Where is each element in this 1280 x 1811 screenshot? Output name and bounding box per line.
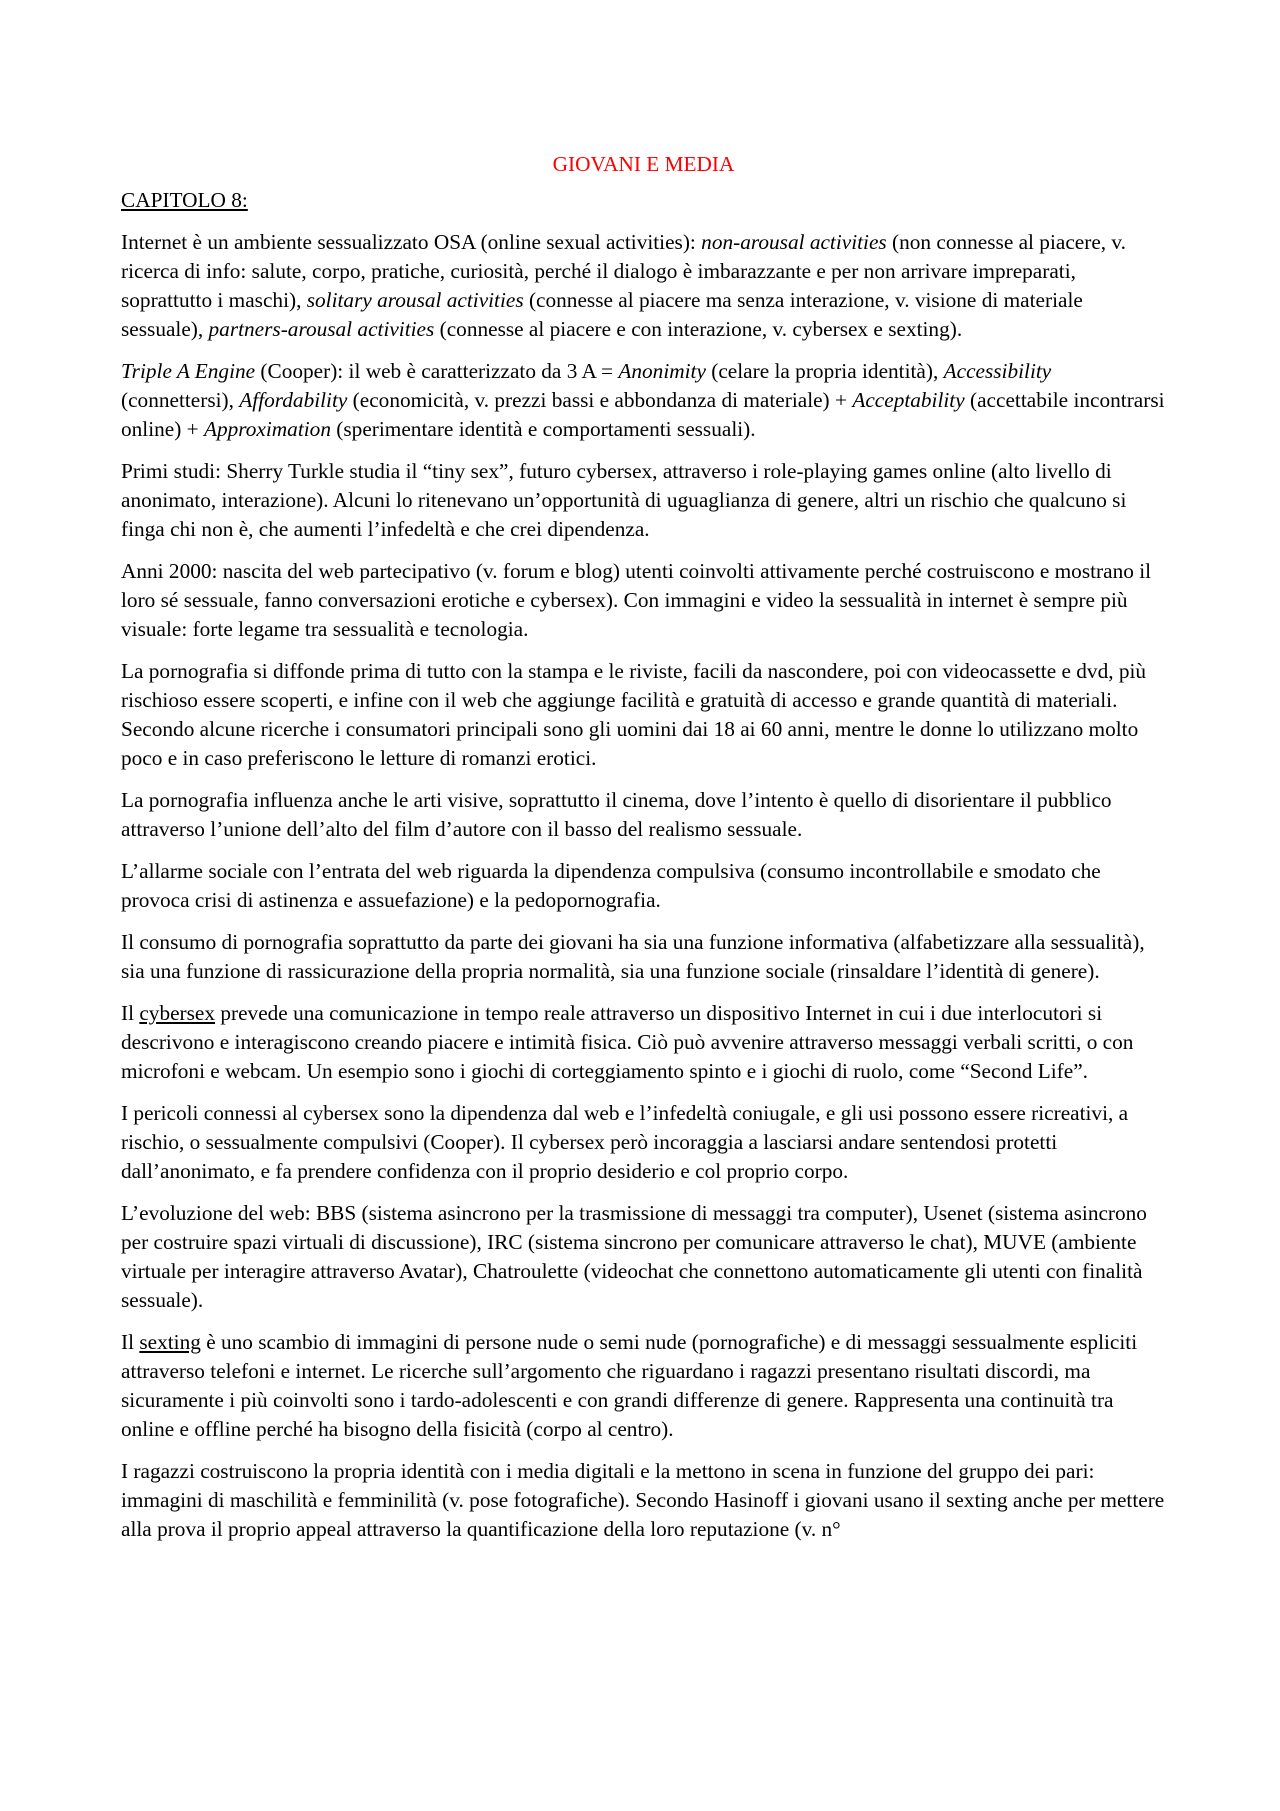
text-run: (celare la propria identità),	[705, 359, 944, 383]
paragraph-identita-ragazzi: I ragazzi costruiscono la propria identità con i media digitali e la mettono in scena in funzione del gruppo dei pari: immagini di maschilità e femminilità (v. pose fotografiche). Secondo Hasinoff i giovani usano il sexting anche per mettere alla prova il proprio appeal attraverso la quantificazione della loro reputazione (v. n°	[121, 1459, 1165, 1541]
paragraph-osa	[121, 228, 1166, 344]
term-underlined: sexting	[139, 1330, 201, 1354]
paragraph-evoluzione-web: L’evoluzione del web: BBS (sistema asincrono per la trasmissione di messaggi tra computer), Usenet (sistema asincrono per costruire spazi virtuali di discussione), IRC (sistema sincrono per comunicare attraverso le chat), MUVE (ambiente virtuale per interagire attraverso Avatar), Chatroulette (videochat che connettono automaticamente gli utenti con finalità sessuale).	[121, 1201, 1147, 1312]
text-run: (connettersi),	[121, 388, 240, 412]
text-run: (accettabile incontrarsi online) +	[121, 388, 1165, 441]
paragraph-primi-studi: Primi studi: Sherry Turkle studia il “tiny sex”, futuro cybersex, attraverso i role-playing games online (alto livello di anonimato, interazione). Alcuni lo ritenevano un’opportunità di uguaglianza di genere, altri un rischio che qualcuno si finga chi non è, che aumenti l’infedeltà e che crei dipendenza.	[121, 459, 1127, 541]
term-italic: Acceptability	[852, 388, 965, 412]
term-underlined: cybersex	[139, 1001, 216, 1025]
text-run: (connesse al piacere ma senza interazione, v. visione di materiale sessuale),	[121, 288, 1083, 341]
text-run: (non connesse al piacere, v. ricerca di info: salute, corpo, pratiche, curiosità, perché il dialogo è imbarazzante e per non arrivare impreparati, soprattutto i maschi),	[121, 230, 1127, 312]
chapter-heading: CAPITOLO 8:	[121, 188, 248, 212]
term-italic: Accessibility	[943, 359, 1052, 383]
paragraph-pericoli-cybersex: I pericoli connessi al cybersex sono la dipendenza dal web e l’infedeltà coniugale, e gli usi possono essere ricreativi, a rischio, o sessualmente compulsivi (Cooper). Il cybersex però incoraggia a lasciarsi andare sentendosi protetti dall’anonimato, e fa prendere confidenza con il proprio desiderio e col proprio corpo.	[121, 1101, 1129, 1183]
text-run: Il	[121, 1330, 140, 1354]
text-run: prevede una comunicazione in tempo reale attraverso un dispositivo Internet in cui i due interlocutori si descrivono e interagiscono creando piacere e intimità fisica. Ciò può avvenire attraverso messaggi verbali scritti, o con microfoni e webcam. Un esempio sono i giochi di corteggiamento spinto e i giochi di ruolo, come “Second Life”.	[121, 1001, 1134, 1083]
text-run: è uno scambio di immagini di persone nude o semi nude (pornografiche) e di messaggi sessualmente espliciti attraverso telefoni e internet. Le ricerche sull’argomento che riguardano i ragazzi presentano risultati discordi, ma sicuramente i più coinvolti sono i tardo-adolescenti e con grandi differenze di genere. Rappresenta una continuità tra online e offline perché ha bisogno della fisicità (corpo al centro).	[121, 1330, 1138, 1441]
paragraph-consumo-giovani: Il consumo di pornografia soprattutto da parte dei giovani ha sia una funzione informativa (alfabetizzare alla sessualità), sia una funzione di rassicurazione della propria normalità, sia una funzione sociale (rinsaldare l’identità di genere).	[121, 930, 1145, 983]
term-italic: solitary arousal activities	[306, 288, 524, 312]
text-run: (sperimentare identità e comportamenti sessuali).	[330, 417, 756, 441]
paragraph-allarme-sociale: L’allarme sociale con l’entrata del web riguarda la dipendenza compulsiva (consumo incontrollabile e smodato che provoca crisi di astinenza e assuefazione) e la pedopornografia.	[121, 859, 1101, 912]
paragraph-sexting	[121, 1328, 1166, 1444]
document-page	[121, 150, 1166, 1557]
paragraph-pornografia-arti: La pornografia influenza anche le arti visive, soprattutto il cinema, dove l’intento è quello di disorientare il pubblico attraverso l’unione dell’alto del film d’autore con il basso del realismo sessuale.	[121, 788, 1112, 841]
paragraph-cybersex	[121, 999, 1166, 1086]
term-italic: Triple A Engine	[121, 359, 256, 383]
term-italic: Approximation	[203, 417, 331, 441]
text-run: Internet è un ambiente sessualizzato OSA (online sexual activities):	[121, 230, 702, 254]
term-italic: partners-arousal activities	[208, 317, 435, 341]
text-run: Il	[121, 1001, 140, 1025]
term-italic: non-arousal activities	[701, 230, 887, 254]
term-italic: Anonimity	[618, 359, 706, 383]
term-italic: Affordability	[239, 388, 348, 412]
paragraph-pornografia-diffusione: La pornografia si diffonde prima di tutto con la stampa e le riviste, facili da nascondere, poi con videocassette e dvd, più rischioso essere scoperti, e infine con il web che aggiunge facilità e gratuità di accesso e grande quantità di materiali. Secondo alcune ricerche i consumatori principali sono gli uomini dai 18 ai 60 anni, mentre le donne lo utilizzano molto poco e in caso preferiscono le letture di romanzi erotici.	[121, 659, 1147, 770]
document-title: GIOVANI E MEDIA	[552, 152, 735, 176]
paragraph-anni-2000: Anni 2000: nascita del web partecipativo (v. forum e blog) utenti coinvolti attivamente perché costruiscono e mostrano il loro sé sessuale, fanno conversazioni erotiche e cybersex). Con immagini e video la sessualità in internet è sempre più visuale: forte legame tra sessualità e tecnologia.	[121, 559, 1152, 641]
text-run: (connesse al piacere e con interazione, v. cybersex e sexting).	[434, 317, 963, 341]
paragraph-triple-a	[121, 357, 1166, 444]
text-run: (Cooper): il web è caratterizzato da 3 A =	[255, 359, 619, 383]
text-run: (economicità, v. prezzi bassi e abbondanza di materiale) +	[347, 388, 853, 412]
